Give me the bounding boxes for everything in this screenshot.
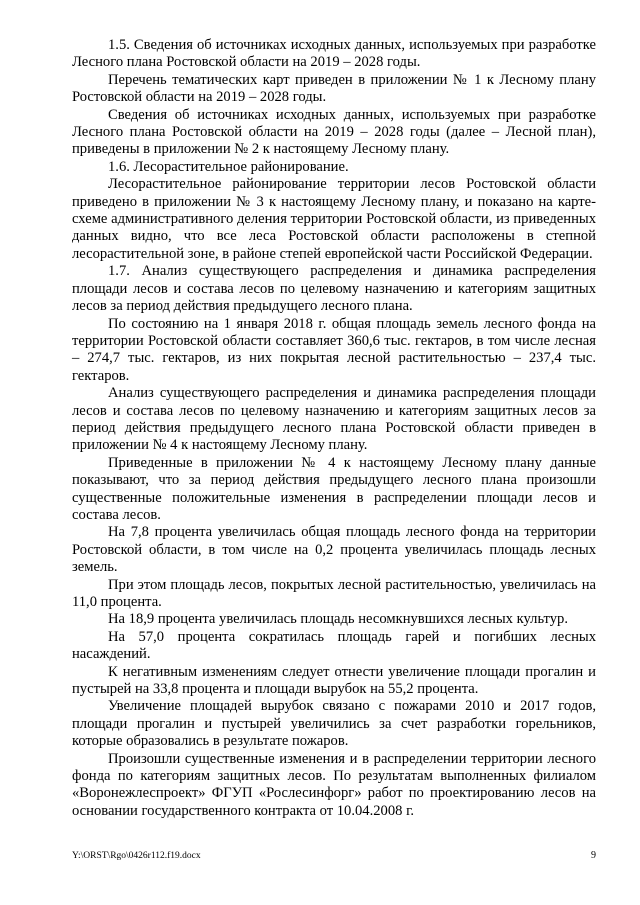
paragraph-negative-changes: К негативным изменениям следует отнести увеличение площади прогалин и пустырей на 33,8 процента и площади вырубок на 55,2 процента. bbox=[72, 663, 596, 698]
footer-file-path: Y:\ORST\Rgo\0426r112.f19.docx bbox=[72, 851, 201, 861]
section-heading-1-5: 1.5. Сведения об источниках исходных данных, используемых при разработке Лесного плана Ростовской области на 2019 – 2028 годы. bbox=[72, 37, 596, 71]
paragraph-protective-categories: Произошли существенные изменения и в распределении территории лесного фонда по категориям защитных лесов. По результатам выполненных филиалом «Воронежлеспроект» ФГУП «Рослесинфорг» работ по проектированию лесов на основании государственного контракта от 10.04.2008 г. bbox=[72, 750, 596, 819]
paragraph-cultures-increase: На 18,9 процента увеличилась площадь несомкнувшихся лесных культур. bbox=[108, 611, 568, 628]
paragraph-forest-area: По состоянию на 1 января 2018 г. общая площадь земель лесного фонда на территории Ростовской области составляет 360,6 тыс. гектаров, в том числе лесная – 274,7 тыс. гектаров, из них покрытая лесной растительностью – 237,4 тыс. гектаров. bbox=[72, 315, 596, 384]
paragraph-positive-changes: Приведенные в приложении № 4 к настоящему Лесному плану данные показывают, что за период действия предыдущего лесного плана произошли существенные положительные изменения в распределении площади лесов и состава лесов. bbox=[72, 454, 596, 523]
paragraph-zoning: Лесорастительное районирование территории лесов Ростовской области приведено в приложении № 3 к настоящему Лесному плану, и показано на карте-схеме административного деления территории Ростовской области, из приведенных данных видно, что все леса Ростовской области расположены в степной лесорастительной зоне, в районе степей европейской части Российской Федерации. bbox=[72, 176, 596, 262]
paragraph-analysis-reference: Анализ существующего распределения и динамика распределения площади лесов и состава лесов по целевому назначению и категориям защитных лесов за период действия предыдущего лесного плана Ростовской области приведен в приложении № 4 к настоящему Лесному плану. bbox=[72, 385, 596, 454]
paragraph-covered-area-increase: При этом площадь лесов, покрытых лесной растительностью, увеличилась на 11,0 процента. bbox=[72, 576, 596, 610]
document-body bbox=[72, 37, 596, 820]
paragraph-thematic-maps: Перечень тематических карт приведен в приложении № 1 к Лесному плану Ростовской области на 2019 – 2028 годы. bbox=[72, 71, 596, 106]
paragraph-total-area-increase: На 7,8 процента увеличилась общая площадь лесного фонда на территории Ростовской области, в том числе на 0,2 процента увеличилась площадь лесных земель. bbox=[72, 524, 596, 576]
paragraph-burned-decrease: На 57,0 процента сократилась площадь гарей и погибших лесных насаждений. bbox=[72, 628, 596, 663]
section-heading-1-7: 1.7. Анализ существующего распределения и динамика распределения площади лесов и состава лесов по целевому назначению и категориям защитных лесов за период действия предыдущего лесного плана. bbox=[72, 263, 596, 315]
paragraph-fires: Увеличение площадей вырубок связано с пожарами 2010 и 2017 годов, площади прогалин и пустырей увеличились за счет разработки горельников, которые образовались в результате пожаров. bbox=[72, 698, 596, 750]
section-heading-1-6: 1.6. Лесорастительное районирование. bbox=[108, 158, 349, 175]
page-number: 9 bbox=[591, 850, 596, 861]
paragraph-data-sources: Сведения об источниках исходных данных, используемых при разработке Лесного плана Ростовской области на 2019 – 2028 годы (далее – Лесной план), приведены в приложении № 2 к настоящему Лесному плану. bbox=[72, 106, 596, 158]
